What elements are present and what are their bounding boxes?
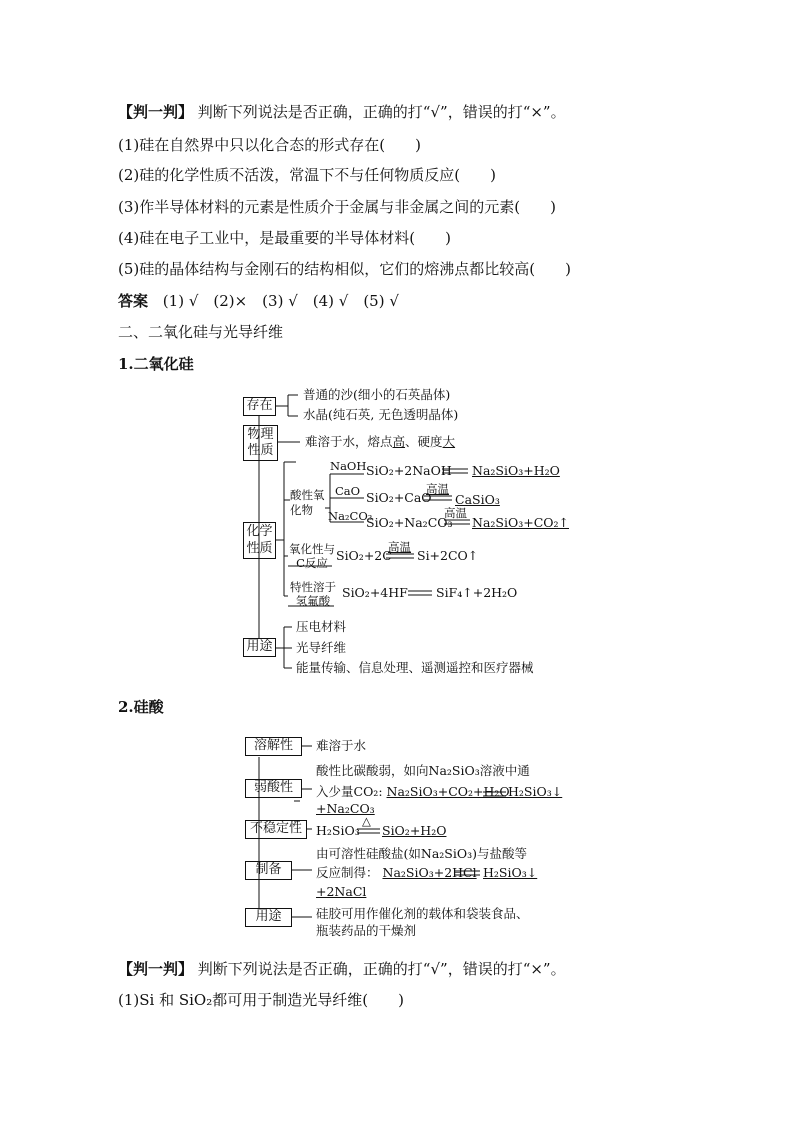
judge1-item-3: (3)作半导体材料的元素是性质介于金属与非金属之间的元素( ): [118, 198, 556, 216]
prep-text-1: 由可溶性硅酸盐(如Na₂SiO₃)与盐酸等: [316, 846, 527, 861]
use-item-3: 能量传输、信息处理、遥测遥控和医疗器械: [296, 660, 534, 675]
unstable-right: SiO₂+H₂O: [382, 823, 447, 838]
weak-text-3: +Na₂CO₃: [316, 801, 375, 816]
oxid-label: 氧化性与C反应: [289, 542, 335, 571]
answer-label: 答案: [118, 292, 149, 310]
prep-text-3: +2NaCl: [316, 884, 367, 899]
special-label: 特性溶于氢氟酸: [290, 580, 336, 609]
judge1-answer: [118, 290, 399, 311]
eq-c-cond: 高温: [388, 540, 411, 554]
eq-na2co3-cond: 高温: [444, 506, 467, 520]
judge1-heading: 【判一判】: [118, 103, 194, 121]
solubility-text: 难溶于水: [316, 738, 367, 753]
box-use: 用途: [243, 638, 276, 657]
judge2-line: [118, 958, 566, 979]
eq-na2co3-right: Na₂SiO₃+CO₂↑: [472, 515, 569, 530]
reagent-cao: CaO: [335, 484, 361, 498]
use-item-1: 压电材料: [296, 619, 347, 634]
silicic-use-text-1: 硅胶可用作催化剂的载体和袋装食品、: [316, 906, 529, 921]
use-item-2: 光导纤维: [296, 640, 347, 655]
weak-text-1: 酸性比碳酸弱，如向Na₂SiO₃溶液中通: [316, 763, 530, 778]
judge2-instruction: 判断下列说法是否正确，正确的打“√”，错误的打“×”。: [197, 960, 566, 978]
reagent-naoh: NaOH: [330, 459, 367, 473]
weak-eq-right: H₂SiO₃↓: [508, 784, 563, 799]
box-solubility: 溶解性: [245, 737, 302, 756]
eq-c-left: SiO₂+2C: [336, 548, 392, 563]
prep-text-2: 反应制得： Na₂SiO₃+2HCl: [316, 865, 477, 880]
judge1-instruction: 判断下列说法是否正确，正确的打“√”，错误的打“×”。: [197, 103, 566, 121]
sub1-title: 1.二氧化硅: [118, 355, 194, 373]
eq-hf-left: SiO₂+4HF: [342, 585, 408, 600]
answer-text: (1) √ (2)× (3) √ (4) √ (5) √: [162, 292, 399, 310]
acid-oxide-label: 酸性氧化物: [290, 488, 325, 517]
prep-eq-right: H₂SiO₃↓: [483, 865, 538, 880]
exist-item-2: 水晶(纯石英, 无色透明晶体): [303, 407, 459, 422]
weak-text-2: 入少量CO₂: Na₂SiO₃+CO₂+H₂O: [316, 784, 510, 799]
section-title: 二、二氧化硅与光导纤维: [118, 323, 284, 341]
unstable-left: H₂SiO₃: [316, 823, 360, 838]
judge1-item-5: (5)硅的晶体结构与金刚石的结构相似，它们的熔沸点都比较高( ): [118, 260, 571, 278]
exist-item-1: 普通的沙(细小的石英晶体): [303, 387, 451, 402]
sub2-title: 2.硅酸: [118, 698, 164, 716]
box-weak-acid: 弱酸性: [245, 779, 302, 798]
judge2-heading: 【判一判】: [118, 960, 194, 978]
unstable-cond: △: [362, 814, 371, 828]
eq-hf-right: SiF₄↑+2H₂O: [436, 585, 518, 600]
judge1-item-2: (2)硅的化学性质不活泼，常温下不与任何物质反应( ): [118, 166, 496, 184]
eq-naoh-right: Na₂SiO₃+H₂O: [472, 463, 560, 478]
judge1-line: [118, 101, 566, 122]
judge1-item-1: (1)硅在自然界中只以化合态的形式存在( ): [118, 136, 421, 154]
silicic-use-text-2: 瓶装药品的干燥剂: [316, 923, 417, 938]
box-silicic-use: 用途: [245, 908, 292, 927]
reagent-na2co3: Na₂CO₃: [328, 509, 373, 523]
eq-cao-left: SiO₂+CaO: [366, 490, 432, 505]
box-preparation: 制备: [245, 861, 292, 880]
eq-cao-right: CaSiO₃: [455, 492, 500, 507]
box-chemical: 化学性质: [243, 522, 276, 559]
eq-naoh-left: SiO₂+2NaOH: [366, 463, 452, 478]
box-exist: 存在: [243, 397, 276, 416]
box-unstable: 不稳定性: [245, 820, 307, 839]
judge1-item-4: (4)硅在电子工业中，是最重要的半导体材料( ): [118, 229, 451, 247]
eq-na2co3-left: SiO₂+Na₂CO₃: [366, 515, 453, 530]
physical-text: 难溶于水，熔点高、硬度大: [305, 434, 456, 449]
eq-cao-cond: 高温: [426, 482, 449, 496]
judge2-item-1: (1)Si 和 SiO₂都可用于制造光导纤维( ): [118, 991, 404, 1009]
eq-c-right: Si+2CO↑: [417, 548, 479, 563]
box-physical: 物理性质: [243, 425, 278, 461]
